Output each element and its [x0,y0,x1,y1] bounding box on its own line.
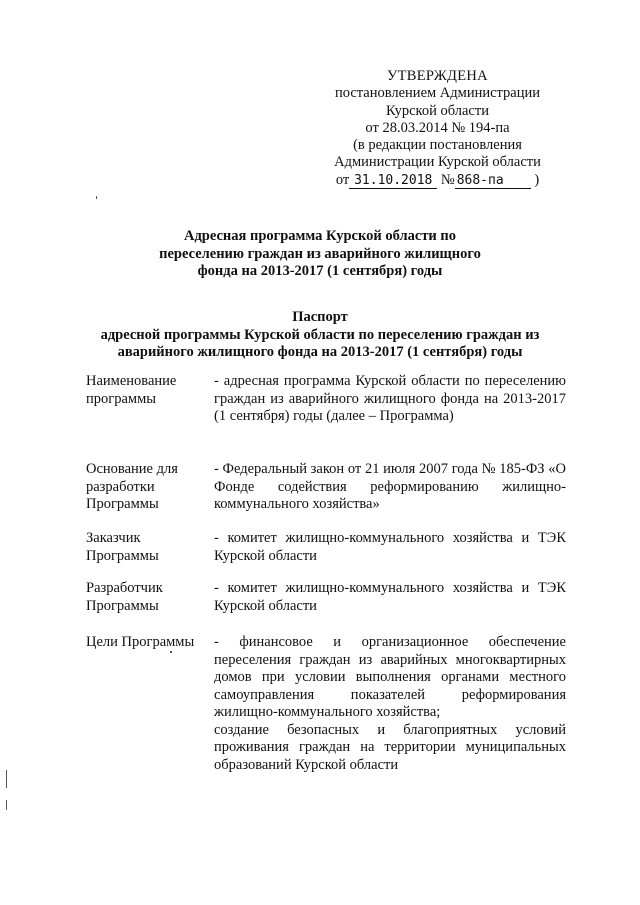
row-value: - комитет жилищно-коммунального хозяйства и ТЭК Курской области [214,530,566,564]
program-title-line-2: переселению граждан из аварийного жилищного [159,245,481,262]
row-value [214,634,566,774]
row-label: Основание для разработки Программы [86,461,178,512]
row-value: - комитет жилищно-коммунального хозяйства и ТЭК Курской области [214,580,566,614]
goal-item-1: - финансовое и организационное обеспечение переселения граждан из аварийных многоквартирных домов при условии выполнения органами местного самоуправления показателей реформирования жилищно-коммунального хозяйства; [214,634,566,720]
amendment-date-field: 31.10.2018 [349,174,437,189]
approval-stamp-title: УТВЕРЖДЕНА [387,68,488,84]
row-value: - адресная программа Курской области по переселению граждан из аварийного жилищного фонда на 2013-2017 (1 сентября) годы (далее – Программа) [214,373,566,424]
scan-speck [96,196,97,199]
amendment-number-field: 868-па [455,174,531,189]
passport-heading [80,309,560,362]
row-label: Разработчик Программы [86,580,163,614]
approval-number-sign: № [440,171,455,188]
goal-item-2: создание безопасных и благоприятных условий проживания граждан на территории муниципальных образований Курской области [214,721,566,773]
scan-speck [170,651,172,653]
approval-block [320,68,555,189]
scan-edge-mark [6,770,7,788]
row-label: Наименование программы [86,373,177,407]
passport-title: Паспорт [292,309,348,325]
row-label: Цели Программы [86,634,195,650]
approval-close-paren: ) [534,171,540,188]
approval-line-1: постановлением Администрации [334,85,541,102]
program-title-line-1: Адресная программа Курской области по [183,228,457,244]
approval-line-3: от 28.03.2014 № 194-па [365,119,510,136]
approval-amendment-line [320,172,555,189]
approval-line-5: Администрации Курской области [334,154,541,171]
row-value: - Федеральный закон от 21 июля 2007 года № 185-ФЗ «О Фонде содействия реформированию жилищно-коммунального хозяйства» [214,461,566,512]
approval-line-2: Курской области [386,102,489,119]
scan-edge-mark [6,800,7,810]
passport-subtitle-line-1: адресной программы Курской области по переселению граждан из [100,326,540,343]
approval-line-4: (в редакции постановления [353,137,522,154]
program-title-line-3: фонда на 2013-2017 (1 сентября) годы [197,263,443,279]
approval-from-prefix: от [335,171,350,188]
row-label: Заказчик Программы [86,530,159,564]
program-title [120,228,520,281]
passport-subtitle-line-2: аварийного жилищного фонда на 2013-2017 (1 сентября) годы [117,344,523,360]
